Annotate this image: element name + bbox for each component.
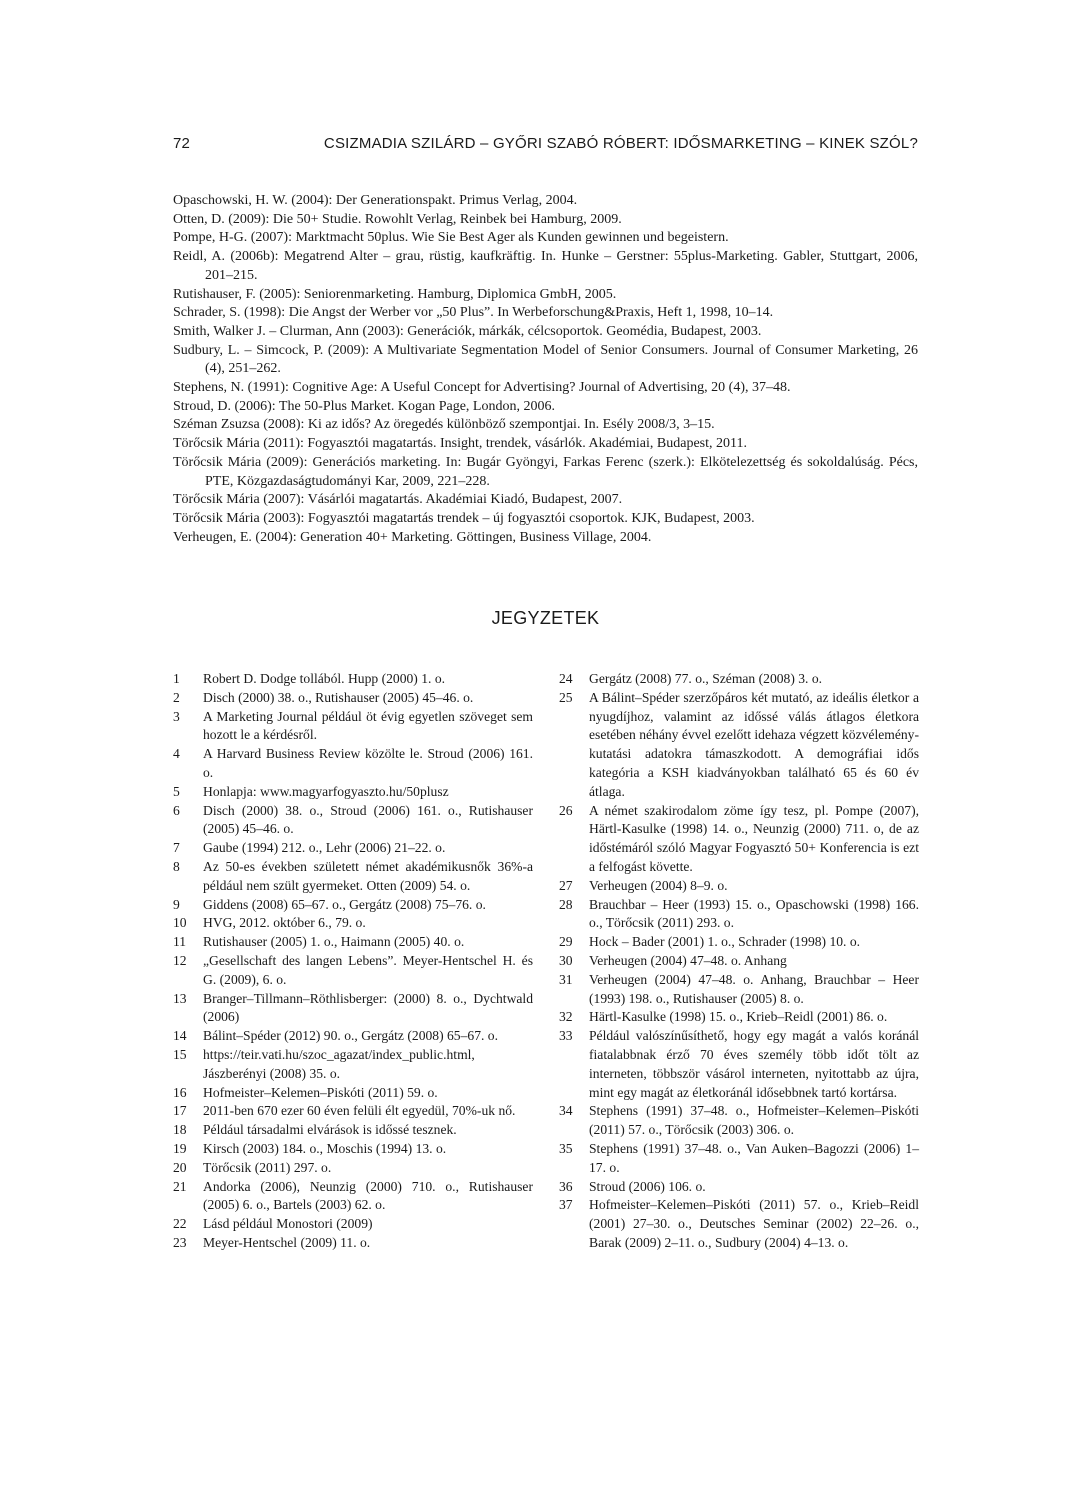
endnote-number: 2 xyxy=(173,689,180,705)
reference-entry: Törőcsik Mária (2009): Generációs marketing. In: Bugár Gyöngyi, Farkas Ferenc (szerk.): Elkötelezettség és sokoldalúság. Pécs, PTE, Közgazdaságtudományi Kar, 2009, 221–228. xyxy=(173,454,918,489)
endnote xyxy=(559,933,919,952)
endnote xyxy=(173,1140,533,1159)
endnote-number: 14 xyxy=(173,1028,187,1044)
endnote xyxy=(559,971,919,1009)
endnote xyxy=(173,1084,533,1103)
endnote xyxy=(173,689,533,708)
endnote-number: 16 xyxy=(173,1084,187,1100)
endnote-number: 21 xyxy=(173,1178,187,1194)
notes-heading: JEGYZETEK xyxy=(491,608,600,628)
reference-entry: Sudbury, L. – Simcock, P. (2009): A Multivariate Segmentation Model of Senior Consumers. Journal of Consumer Marketing, 26 (4), 251–262. xyxy=(173,342,918,377)
endnote-number: 31 xyxy=(559,971,573,987)
endnote-text: A Marketing Journal például öt évig egyetlen szöveget sem hozott le a kérdésről. xyxy=(203,708,533,743)
reference-entry: Stephens, N. (1991): Cognitive Age: A Useful Concept for Advertising? Journal of Advertising, 20 (4), 37–48. xyxy=(173,380,791,396)
endnote-number: 36 xyxy=(559,1178,573,1194)
endnote-text: Verheugen (2004) 47–48. o. Anhang xyxy=(589,952,787,968)
endnote-number: 15 xyxy=(173,1046,187,1062)
endnote-number: 27 xyxy=(559,877,573,893)
endnote xyxy=(559,802,919,877)
endnote-number: 12 xyxy=(173,952,187,968)
endnote-text: Kirsch (2003) 184. o., Moschis (1994) 13. o. xyxy=(203,1140,447,1156)
endnote-number: 37 xyxy=(559,1197,573,1213)
endnote-text: HVG, 2012. október 6., 79. o. xyxy=(203,915,366,931)
endnote-number: 32 xyxy=(559,1009,573,1025)
endnote-text: Hock – Bader (2001) 1. o., Schrader (1998) 10. o. xyxy=(589,934,861,950)
endnote xyxy=(173,933,533,952)
endnote-text: Törőcsik (2011) 297. o. xyxy=(203,1159,332,1175)
endnote-text: Verheugen (2004) 47–48. o. Anhang, Brauchbar – Heer (1993) 198. o., Rutishauser (2005) 8. o. xyxy=(589,971,919,1006)
endnote-text: Stroud (2006) 106. o. xyxy=(589,1178,706,1194)
endnote-text: Meyer-Hentschel (2009) 11. o. xyxy=(203,1234,371,1250)
endnote xyxy=(173,1102,533,1121)
endnote-text: Verheugen (2004) 8–9. o. xyxy=(589,877,728,893)
endnote-text: A Harvard Business Review közölte le. Stroud (2006) 161. o. xyxy=(203,746,533,780)
endnote-text: Például valószínűsíthető, hogy egy magát a valós koránál fiatalabbnak érző 70 éves személy több időt tölt az interneten, többször vásárol interneten, nyitottabb az újra, mint egy magát az életkoránál idősebbnek tartó kortársa. xyxy=(589,1028,919,1100)
notes-column-right xyxy=(559,670,919,1253)
endnote-text: Andorka (2006), Neunzig (2000) 710. o., Rutishauser (2005) 6. o., Bartels (2003) 62. o. xyxy=(203,1178,533,1213)
endnote-number: 8 xyxy=(173,858,180,874)
notes-column-left xyxy=(173,670,533,1253)
reference-list xyxy=(173,192,918,547)
endnote xyxy=(559,877,919,896)
endnote-text: „Gesellschaft des langen Lebens”. Meyer-Hentschel H. és G. (2009), 6. o. xyxy=(203,952,533,987)
page-number: 72 xyxy=(173,135,191,152)
endnote xyxy=(173,1215,533,1234)
endnote-number: 19 xyxy=(173,1140,187,1156)
reference-entry: Pompe, H-G. (2007): Marktmacht 50plus. Wie Sie Best Ager als Kunden gewinnen und begeistern. xyxy=(173,230,729,246)
endnote-number: 34 xyxy=(559,1103,573,1119)
endnote-text: A Bálint–Spéder szerzőpáros két mutató, az ideális életkor a nyugdíjhoz, valamint az időssé válás átlagos életkora esetében néhány évvel ezelőtt idehaza végzett közvélemény-kutatási adatokra támaszkodott. A demográfiai idős kategória a KSH kiadványokban található 65 és 60 év átlaga. xyxy=(589,689,919,799)
endnote-number: 1 xyxy=(173,671,180,686)
endnote-text: Stephens (1991) 37–48. o., Hofmeister–Kelemen–Piskóti (2011) 57. o., Törőcsik (2003) 306. o. xyxy=(589,1103,919,1138)
reference-entry: Opaschowski, H. W. (2004): Der Generationspakt. Primus Verlag, 2004. xyxy=(173,193,578,208)
reference-entry: Schrader, S. (1998): Die Angst der Werber vor „50 Plus”. In Werbeforschung&Praxis, Heft 1, 1998, 10–14. xyxy=(173,305,774,321)
endnote xyxy=(173,914,533,933)
endnote xyxy=(559,896,919,934)
endnote xyxy=(173,1234,533,1253)
endnote xyxy=(173,745,533,783)
running-header xyxy=(173,135,918,155)
endnote-text: Härtl-Kasulke (1998) 15. o., Krieb–Reidl (2001) 86. o. xyxy=(589,1009,888,1025)
endnote-number: 23 xyxy=(173,1234,187,1250)
endnote-number: 10 xyxy=(173,915,187,931)
endnote xyxy=(173,1121,533,1140)
endnote-text: Az 50-es években született német akadémikusnők 36%-a például nem szült gyermeket. Otten (2009) 54. o. xyxy=(203,858,533,893)
endnote-number: 25 xyxy=(559,689,573,705)
endnote xyxy=(173,670,533,689)
endnote-text: Brauchbar – Heer (1993) 15. o., Opaschowski (1998) 166. o., Törőcsik (2011) 293. o. xyxy=(589,896,919,931)
endnote xyxy=(173,1046,533,1084)
endnote xyxy=(559,1196,919,1252)
reference-entry: Törőcsik Mária (2007): Vásárlói magatartás. Akadémiai Kiadó, Budapest, 2007. xyxy=(173,492,623,508)
endnote-number: 26 xyxy=(559,802,573,818)
reference-entry: Rutishauser, F. (2005): Seniorenmarketing. Hamburg, Diplomica GmbH, 2005. xyxy=(173,286,617,302)
endnote-text: A német szakirodalom zöme így tesz, pl. Pompe (2007), Härtl-Kasulke (1998) 14. o., Neunzig (2000) 711. o, de az időstémáról szóló Magyar Fogyasztó 50+ Konferencia is ezt a felfogást követte. xyxy=(589,802,919,874)
endnote-text: Például társadalmi elvárások is időssé tesznek. xyxy=(203,1122,457,1138)
endnote xyxy=(173,783,533,802)
endnote-text: Branger–Tillmann–Röthlisberger: (2000) 8. o., Dychtwald (2006) xyxy=(203,990,533,1025)
endnote-text: Hofmeister–Kelemen–Piskóti (2011) 57. o., Krieb–Reidl (2001) 27–30. o., Deutsches Seminar (2002) 22–26. o., Barak (2009) 2–11. o., Sudbury (2004) 4–13. o. xyxy=(589,1197,919,1250)
reference-entry: Törőcsik Mária (2003): Fogyasztói magatartás trendek – új fogyasztói csoportok. KJK, Budapest, 2003. xyxy=(173,510,755,526)
endnote xyxy=(173,1027,533,1046)
endnote xyxy=(559,1008,919,1027)
endnote xyxy=(173,896,533,915)
endnote-text: Hofmeister–Kelemen–Piskóti (2011) 59. o. xyxy=(203,1084,438,1100)
endnote xyxy=(559,1140,919,1178)
endnote-number: 3 xyxy=(173,708,180,724)
endnote xyxy=(173,1178,533,1216)
endnote-number: 18 xyxy=(173,1122,187,1138)
endnote-number: 9 xyxy=(173,896,180,912)
endnote-number: 5 xyxy=(173,783,180,799)
endnote xyxy=(559,1178,919,1197)
endnote xyxy=(559,1102,919,1140)
endnote-number: 35 xyxy=(559,1140,573,1156)
endnote-text: 2011-ben 670 ezer 60 éven felüli élt egyedül, 70%-uk nő. xyxy=(203,1103,516,1119)
endnote-number: 20 xyxy=(173,1159,187,1175)
reference-entry: Széman Zsuzsa (2008): Ki az idős? Az öregedés különböző szempontjai. In. Esély 2008/3, 3–15. xyxy=(173,417,715,433)
endnote xyxy=(559,952,919,971)
endnote xyxy=(173,990,533,1028)
endnote xyxy=(173,858,533,896)
endnote-text: Gaube (1994) 212. o., Lehr (2006) 21–22. o. xyxy=(203,840,446,856)
endnote-number: 4 xyxy=(173,746,180,762)
endnote-number: 22 xyxy=(173,1216,187,1232)
reference-entry: Verheugen, E. (2004): Generation 40+ Marketing. Göttingen, Business Village, 2004. xyxy=(173,529,652,545)
endnote-number: 11 xyxy=(173,934,187,950)
endnote-number: 29 xyxy=(559,934,573,950)
endnote-number: 6 xyxy=(173,802,180,818)
endnote-text: Honlapja: www.magyarfogyaszto.hu/50plusz xyxy=(203,783,449,799)
endnote-text: Giddens (2008) 65–67. o., Gergátz (2008) 75–76. o. xyxy=(203,896,486,912)
endnote xyxy=(559,1027,919,1102)
reference-entry: Reidl, A. (2006b): Megatrend Alter – grau, rüstig, kaufkräftig. In. Hunke – Gerstner: 55plus-Marketing. Gabler, Stuttgart, 2006, 201–215. xyxy=(173,249,918,283)
endnote xyxy=(173,708,533,746)
endnote-text: Gergátz (2008) 77. o., Széman (2008) 3. o. xyxy=(589,671,823,686)
endnote-text: Disch (2000) 38. o., Stroud (2006) 161. o., Rutishauser (2005) 45–46. o. xyxy=(203,802,533,837)
reference-entry: Stroud, D. (2006): The 50-Plus Market. Kogan Page, London, 2006. xyxy=(173,398,555,414)
endnote-text: Stephens (1991) 37–48. o., Van Auken–Bagozzi (2006) 1–17. o. xyxy=(589,1140,919,1175)
endnote-number: 17 xyxy=(173,1103,187,1119)
endnote-number: 24 xyxy=(559,671,573,686)
reference-entry: Otten, D. (2009): Die 50+ Studie. Rowohlt Verlag, Reinbek bei Hamburg, 2009. xyxy=(173,211,622,227)
running-title: CSIZMADIA SZILÁRD – GYŐRI SZABÓ RÓBERT: IDŐSMARKETING – KINEK SZÓL? xyxy=(323,135,918,152)
reference-entry: Smith, Walker J. – Clurman, Ann (2003): Generációk, márkák, célcsoportok. Geomédia, Budapest, 2003. xyxy=(173,323,762,339)
endnote xyxy=(173,839,533,858)
endnote-text: https://teir.vati.hu/szoc_agazat/index_public.html, Jászberényi (2008) 35. o. xyxy=(203,1046,475,1081)
endnote xyxy=(173,1159,533,1178)
endnote-text: Lásd például Monostori (2009) xyxy=(203,1216,373,1232)
endnote-text: Robert D. Dodge tollából. Hupp (2000) 1. o. xyxy=(203,671,446,686)
endnote xyxy=(173,952,533,990)
endnote xyxy=(559,670,919,689)
endnote-number: 30 xyxy=(559,952,573,968)
endnote xyxy=(173,802,533,840)
endnote-number: 28 xyxy=(559,896,573,912)
endnote-number: 33 xyxy=(559,1028,573,1044)
endnote-text: Disch (2000) 38. o., Rutishauser (2005) 45–46. o. xyxy=(203,689,474,705)
endnote-number: 13 xyxy=(173,990,187,1006)
endnote-text: Bálint–Spéder (2012) 90. o., Gergátz (2008) 65–67. o. xyxy=(203,1028,498,1044)
reference-entry: Törőcsik Mária (2011): Fogyasztói magatartás. Insight, trendek, vásárlók. Akadémiai, Budapest, 2011. xyxy=(173,436,747,452)
endnote-number: 7 xyxy=(173,840,180,856)
endnote-text: Rutishauser (2005) 1. o., Haimann (2005) 40. o. xyxy=(203,934,465,950)
endnote xyxy=(559,689,919,802)
